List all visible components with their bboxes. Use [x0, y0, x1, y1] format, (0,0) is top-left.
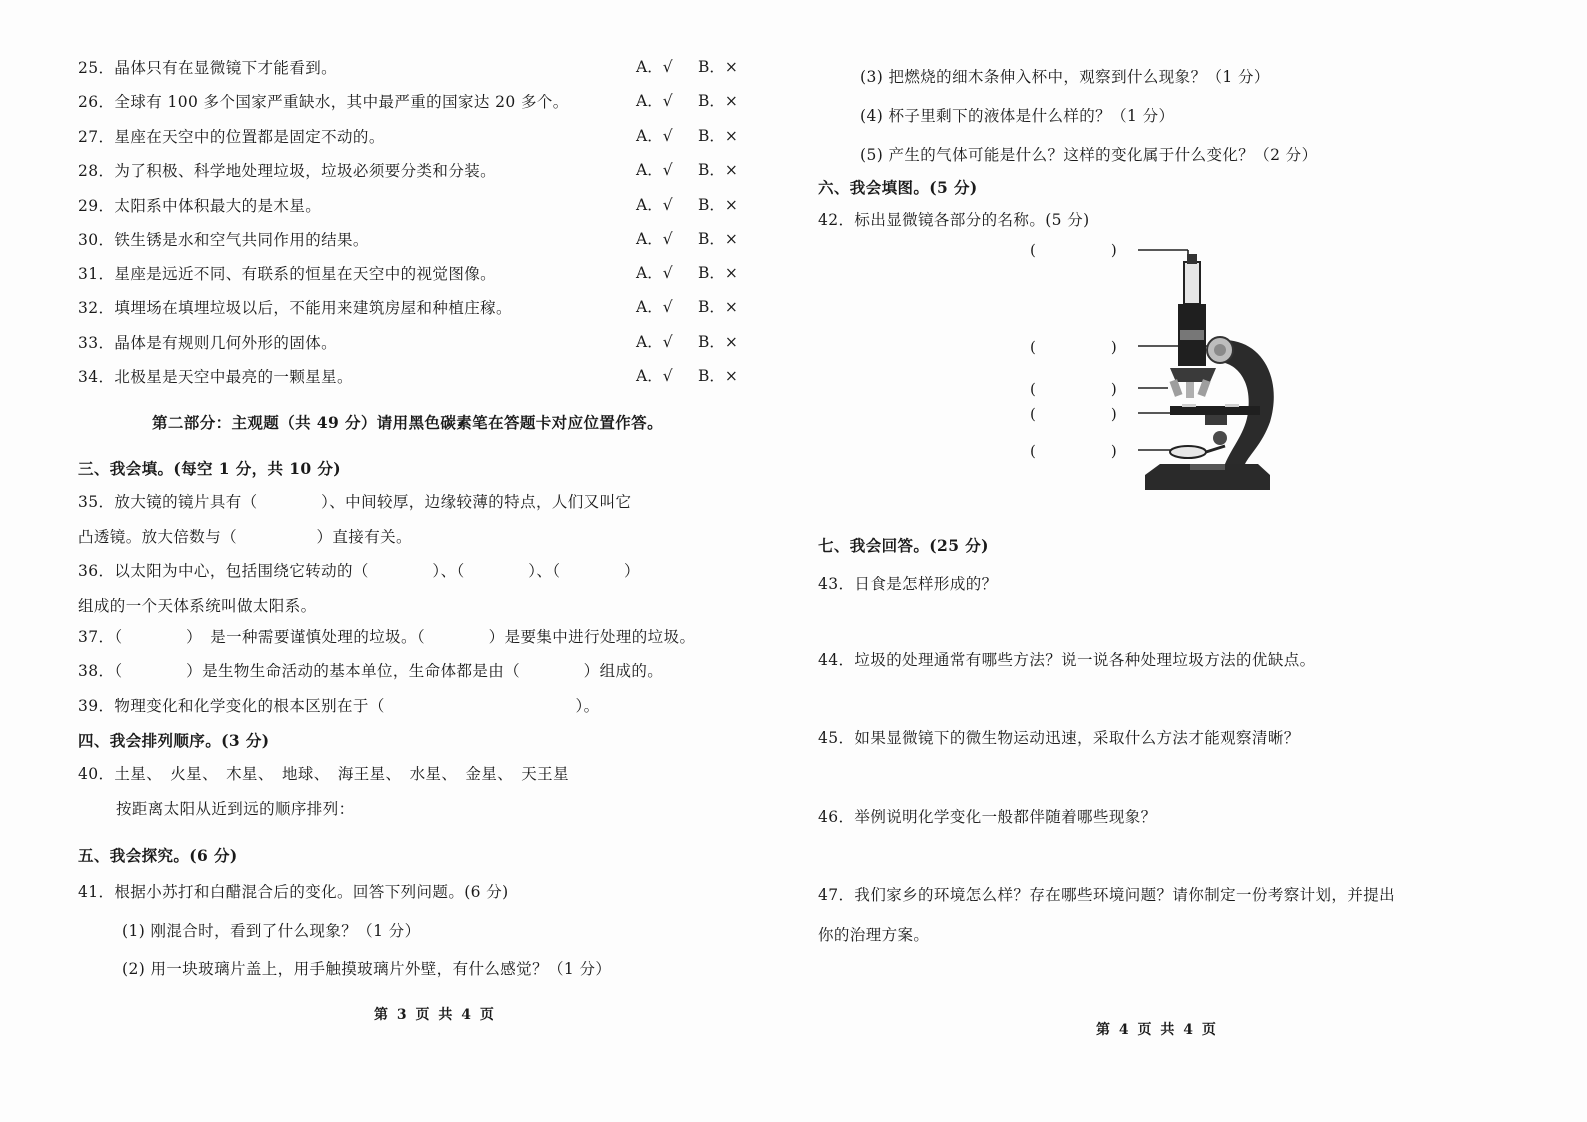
question-30-options — [636, 229, 738, 249]
question-29-text: 29．太阳系中体积最大的是木星。 — [78, 197, 322, 215]
question-26-options — [636, 91, 738, 111]
question-41-part-2: (2) 用一块玻璃片盖上，用手触摸玻璃片外壁，有什么感觉？（1 分） — [122, 960, 612, 978]
question-25-options — [636, 57, 738, 77]
section-3-title: 三、我会填。(每空 1 分，共 10 分) — [78, 459, 342, 478]
question-31-text: 31．星座是远近不同、有联系的恒星在天空中的视觉图像。 — [78, 265, 497, 283]
question-41-part-5: (5) 产生的气体可能是什么？这样的变化属于什么变化？（2 分） — [860, 146, 1318, 164]
question-33-text: 33．晶体是有规则几何外形的固体。 — [78, 334, 338, 352]
option-a: A．√ — [636, 298, 673, 316]
part-two-heading: 第二部分：主观题（共 49 分）请用黑色碳素笔在答题卡对应位置作答。 — [152, 413, 663, 432]
section-6-title: 六、我会填图。(5 分) — [818, 178, 978, 197]
label-blank-mirror: ( ) — [1030, 442, 1117, 460]
label-blank-stage: ( ) — [1030, 405, 1117, 423]
question-26-text: 26．全球有 100 多个国家严重缺水，其中最严重的国家达 20 多个。 — [78, 93, 569, 111]
question-47-line-1: 47．我们家乡的环境怎么样？存在哪些环境问题？请你制定一份考察计划，并提出 — [818, 886, 1396, 904]
question-32-options — [636, 297, 738, 317]
option-a: A．√ — [636, 367, 673, 385]
question-40-line-1: 40．土星、 火星、 木星、 地球、 海王星、 水星、 金星、 天王星 — [78, 765, 569, 783]
question-30-text: 30．铁生锈是水和空气共同作用的结果。 — [78, 231, 369, 249]
question-33-options — [636, 332, 738, 352]
exam-page-4 — [800, 0, 1587, 1122]
option-b: B．× — [698, 367, 738, 385]
question-32-text: 32．填埋场在填埋垃圾以后，不能用来建筑房屋和种植庄稼。 — [78, 299, 512, 317]
option-a: A．√ — [636, 58, 673, 76]
option-a: A．√ — [636, 333, 673, 351]
question-35-line-2: 凸透镜。放大倍数与（ ）直接有关。 — [78, 528, 412, 546]
option-a: A．√ — [636, 92, 673, 110]
question-29-options — [636, 195, 738, 215]
option-b: B．× — [698, 92, 738, 110]
question-36-line-1: 36．以太阳为中心，包括围绕它转动的（ ）、（ ）、（ ） — [78, 562, 640, 580]
option-a: A．√ — [636, 127, 673, 145]
question-41-part-1: (1) 刚混合时，看到了什么现象？（1 分） — [122, 922, 421, 940]
question-41-part-4: (4) 杯子里剩下的液体是什么样的？（1 分） — [860, 107, 1175, 125]
label-blank-objective: ( ) — [1030, 380, 1117, 398]
option-b: B．× — [698, 58, 738, 76]
option-a: A．√ — [636, 161, 673, 179]
label-blank-coarse-focus: ( ) — [1030, 338, 1117, 356]
question-28-options — [636, 160, 738, 180]
question-28-text: 28．为了积极、科学地处理垃圾，垃圾必须要分类和分装。 — [78, 162, 497, 180]
question-46: 46．举例说明化学变化一般都伴随着哪些现象？ — [818, 808, 1157, 826]
question-42: 42．标出显微镜各部分的名称。(5 分) — [818, 211, 1090, 229]
question-36-line-2: 组成的一个天体系统叫做太阳系。 — [78, 597, 317, 615]
option-b: B．× — [698, 264, 738, 282]
microscope-drawing — [1020, 232, 1310, 502]
section-7-title: 七、我会回答。(25 分) — [818, 536, 989, 555]
option-b: B．× — [698, 161, 738, 179]
question-41-part-3: (3) 把燃烧的细木条伸入杯中，观察到什么现象？（1 分） — [860, 68, 1270, 86]
option-b: B．× — [698, 230, 738, 248]
question-27-options — [636, 126, 738, 146]
question-34-text: 34．北极星是天空中最亮的一颗星星。 — [78, 368, 353, 386]
label-blank-eyepiece: ( ) — [1030, 241, 1117, 259]
option-b: B．× — [698, 127, 738, 145]
question-40-line-2: 按距离太阳从近到远的顺序排列： — [116, 800, 355, 818]
section-5-title: 五、我会探究。(6 分) — [78, 846, 238, 865]
question-43: 43．日食是怎样形成的？ — [818, 575, 998, 593]
question-38: 38．（ ）是生物生命活动的基本单位，生命体都是由（ ）组成的。 — [78, 662, 664, 680]
question-27-text: 27．星座在天空中的位置都是固定不动的。 — [78, 128, 385, 146]
question-37: 37．（ ） 是一种需要谨慎处理的垃圾。（ ）是要集中进行处理的垃圾。 — [78, 628, 696, 646]
page-number: 第 3 页 共 4 页 — [374, 1007, 496, 1023]
question-34-options — [636, 366, 738, 386]
question-47-line-2: 你的治理方案。 — [818, 926, 930, 944]
section-4-title: 四、我会排列顺序。(3 分) — [78, 731, 270, 750]
option-a: A．√ — [636, 230, 673, 248]
microscope-figure — [1020, 232, 1310, 502]
question-35-line-1: 35．放大镜的镜片具有（ ）、中间较厚，边缘较薄的特点，人们又叫它 — [78, 493, 632, 511]
question-39: 39．物理变化和化学变化的根本区别在于（ ）。 — [78, 697, 600, 715]
question-31-options — [636, 263, 738, 283]
option-b: B．× — [698, 333, 738, 351]
question-41: 41．根据小苏打和白醋混合后的变化。回答下列问题。(6 分) — [78, 883, 509, 901]
option-b: B．× — [698, 196, 738, 214]
option-a: A．√ — [636, 264, 673, 282]
option-b: B．× — [698, 298, 738, 316]
option-a: A．√ — [636, 196, 673, 214]
question-45: 45．如果显微镜下的微生物运动迅速，采取什么方法才能观察清晰？ — [818, 729, 1300, 747]
question-25-text: 25．晶体只有在显微镜下才能看到。 — [78, 59, 338, 77]
question-44: 44．垃圾的处理通常有哪些方法？说一说各种处理垃圾方法的优缺点。 — [818, 651, 1316, 669]
page-number: 第 4 页 共 4 页 — [1096, 1022, 1218, 1038]
